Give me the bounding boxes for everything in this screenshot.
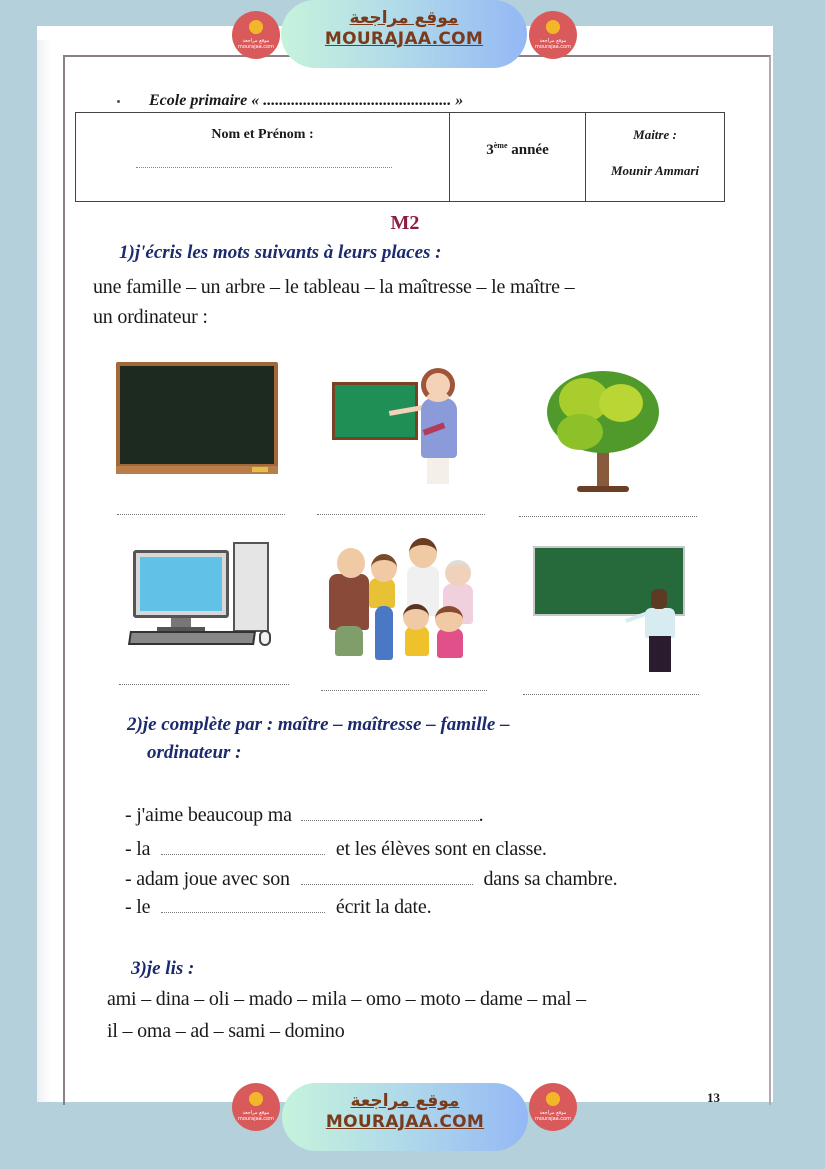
sentence-1-before: - j'aime beaucoup ma [125,804,292,826]
teacher-man-icon [645,608,675,638]
watermark-logo-left-top [232,11,280,59]
sentence-2-before: - la [125,838,151,860]
logo-small-arabic: موقع مراجعة [539,38,567,44]
grade-suffix: ème [493,141,508,150]
teacher-label: Maitre : [633,127,677,142]
watermark-logo-right-bottom [529,1083,577,1131]
computer-icon [133,550,229,618]
sentence-2-blank[interactable] [161,854,325,855]
book-logo-icon [546,1092,560,1106]
answer-line-1[interactable] [117,514,285,515]
exercise3-line1: ami – dina – oli – mado – mila – omo – moto – dame – mal – [107,988,586,1010]
page-number: 13 [707,1090,720,1105]
name-cell [76,113,450,201]
answer-line-2[interactable] [317,514,485,515]
logo-small-arabic: موقع مراجعة [242,38,270,44]
teacher-name: Mounir Ammari [610,163,700,178]
sentence-4-after: écrit la date. [335,896,432,918]
sentence-3-after: dans sa chambre. [483,868,618,890]
page-edge-shadow [37,40,51,1102]
logo-small-arabic: موقع مراجعة [539,1110,567,1116]
logo-small-site: mourajaa.com [534,44,571,50]
sentence-4-before: - le [125,896,151,918]
name-label: Nom et Prénom : [211,127,314,142]
book-logo-icon [546,20,560,34]
family-icon [337,548,365,578]
logo-small-site: mourajaa.com [237,1116,274,1122]
sentence-1-after: . [478,804,484,826]
answer-line-5[interactable] [321,690,487,691]
grade-word: année [507,142,549,158]
exercise1-words-line2: un ordinateur : [93,306,208,328]
sentence-1 [125,804,483,827]
name-answer-line[interactable] [136,167,392,168]
sentence-2 [125,838,547,861]
watermark-site: MOURAJAA.COM [325,1112,485,1132]
blackboard-icon [116,362,278,474]
worksheet-page [37,26,773,1105]
watermark-logo-left-bottom [232,1083,280,1131]
watermark-site: MOURAJAA.COM [324,29,484,49]
worksheet-title: M2 [390,212,420,234]
book-logo-icon [249,1092,263,1106]
sentence-1-blank[interactable] [301,820,479,821]
exercise1-heading: 1)j'écris les mots suivants à leurs places : [119,242,442,263]
watermark-banner-top[interactable] [281,0,527,68]
exercise2-heading-line2: ordinateur : [147,742,242,763]
answer-line-3[interactable] [519,516,697,517]
sentence-3-before: - adam joue avec son [125,868,290,890]
answer-line-6[interactable] [523,694,699,695]
grade-label [450,141,585,159]
sentence-3-blank[interactable] [301,884,473,885]
sentence-3 [125,868,617,891]
watermark-banner-bottom[interactable] [282,1083,528,1151]
grade-number: 3 [486,142,494,158]
book-logo-icon [249,20,263,34]
bullet-dot [117,100,120,103]
sentence-2-after: et les élèves sont en classe. [335,838,547,860]
logo-small-arabic: موقع مراجعة [242,1110,270,1116]
teacher-cell [586,113,724,201]
watermark-arabic: موقع مراجعة [349,8,459,28]
school-line: Ecole primaire « ............................................... » [149,92,464,109]
exercise2-heading-line1: 2)je complète par : maître – maîtresse – famille – [127,714,510,735]
student-info-table [75,112,725,202]
logo-small-site: mourajaa.com [534,1116,571,1122]
watermark-arabic: موقع مراجعة [350,1091,460,1111]
exercise3-heading: 3)je lis : [131,958,195,979]
sentence-4-blank[interactable] [161,912,325,913]
logo-small-site: mourajaa.com [237,44,274,50]
watermark-logo-right-top [529,11,577,59]
year-cell [450,113,586,201]
answer-line-4[interactable] [119,684,289,685]
sentence-4 [125,896,431,919]
exercise1-words-line1: une famille – un arbre – le tableau – la maîtresse – le maître – [93,276,575,298]
exercise3-line2: il – oma – ad – sami – domino [107,1020,345,1042]
